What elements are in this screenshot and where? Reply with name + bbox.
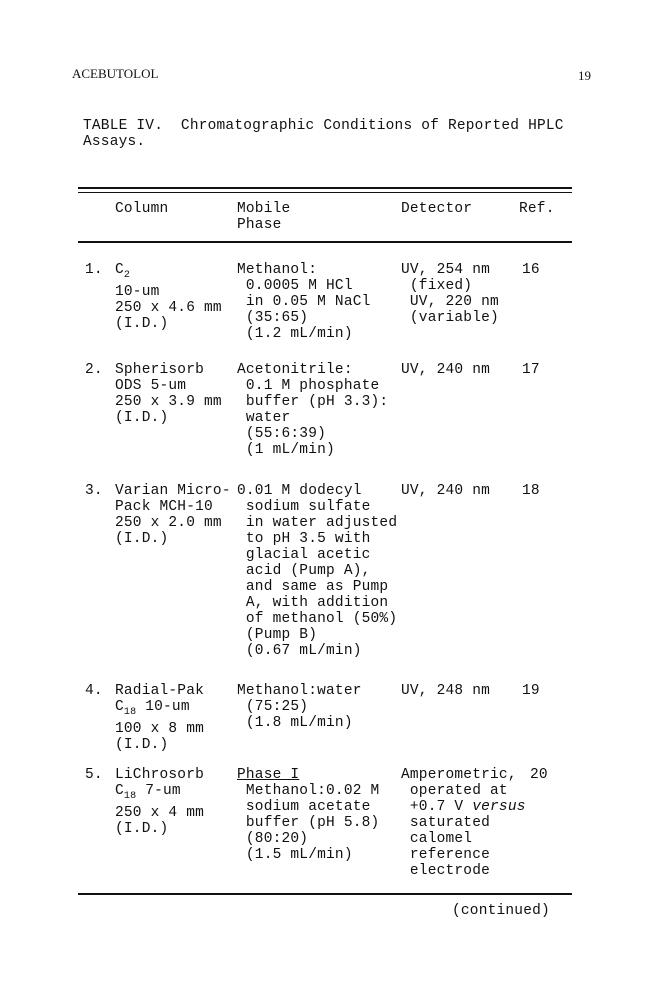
row-1-detector-line: (variable) bbox=[401, 310, 499, 326]
row-2-mobile-line: (55:6:39) bbox=[237, 426, 327, 442]
table-title bbox=[83, 118, 564, 150]
row-5-detector-line: operated at bbox=[401, 783, 508, 799]
row-4-mobile-line: Methanol:water bbox=[237, 683, 362, 699]
row-5-detector-line: electrode bbox=[401, 863, 491, 879]
row-1-mobile-line: (35:65) bbox=[237, 310, 309, 326]
row-1-column bbox=[115, 262, 222, 332]
row-1-mobile-line: Methanol: bbox=[237, 262, 318, 278]
header-mobile-line-2: Phase bbox=[237, 217, 282, 233]
row-3-column-line: 250 x 2.0 mm bbox=[115, 515, 222, 531]
row-3-mobile-line: (Pump B) bbox=[237, 627, 318, 643]
row-3-mobile-line: 0.01 M dodecyl bbox=[237, 483, 362, 499]
row-5-column-line: LiChrosorb bbox=[115, 767, 205, 783]
row-1-mobile-line: in 0.05 M NaCl bbox=[237, 294, 371, 310]
row-3-column-line: Varian Micro- bbox=[115, 483, 231, 499]
header-mobile-phase bbox=[237, 201, 290, 233]
row-2-column-line: (I.D.) bbox=[115, 410, 169, 426]
header-detector: Detector bbox=[401, 201, 473, 217]
row-1-number: 1. bbox=[85, 262, 103, 278]
row-3-mobile-line: acid (Pump A), bbox=[237, 563, 371, 579]
table-top-rule bbox=[78, 187, 572, 189]
continued-label: (continued) bbox=[452, 903, 550, 919]
row-5-ref: 20 bbox=[530, 767, 548, 783]
row-4-column bbox=[115, 683, 204, 753]
row-3-number: 3. bbox=[85, 483, 103, 499]
row-5-mobile-line: Methanol:0.02 M bbox=[237, 783, 380, 799]
row-5-mobile-line: (1.5 mL/min) bbox=[237, 847, 353, 863]
row-1-mobile bbox=[237, 262, 371, 342]
row-3-detector: UV, 240 nm bbox=[401, 483, 491, 499]
row-2-mobile bbox=[237, 362, 388, 458]
header-mobile-line-1: Mobile bbox=[237, 201, 291, 217]
row-1-column-line-4: (I.D.) bbox=[115, 316, 169, 332]
row-4-column-line: (I.D.) bbox=[115, 737, 169, 753]
row-5-detector-line-3: +0.7 V versus bbox=[401, 799, 526, 815]
row-5-mobile-line: buffer (pH 5.8) bbox=[237, 815, 380, 831]
row-3-mobile bbox=[237, 483, 397, 659]
row-3-column bbox=[115, 483, 231, 547]
row-5-mobile-line: (80:20) bbox=[237, 831, 309, 847]
table-top-rule-inner bbox=[78, 192, 572, 193]
row-2-mobile-line: 0.1 M phosphate bbox=[237, 378, 380, 394]
row-3-mobile-line: A, with addition bbox=[237, 595, 389, 611]
row-5-column-line: 250 x 4 mm bbox=[115, 805, 205, 821]
row-1-detector-line: UV, 220 nm bbox=[401, 294, 499, 310]
row-5-mobile-line: sodium acetate bbox=[237, 799, 371, 815]
row-4-number: 4. bbox=[85, 683, 103, 699]
row-1-detector bbox=[401, 262, 499, 326]
row-1-detector-line: (fixed) bbox=[401, 278, 473, 294]
row-3-column-line: Pack MCH-10 bbox=[115, 499, 213, 515]
row-3-mobile-line: (0.67 mL/min) bbox=[237, 643, 362, 659]
row-2-mobile-line: (1 mL/min) bbox=[237, 442, 335, 458]
row-2-number: 2. bbox=[85, 362, 103, 378]
row-4-mobile-line: (75:25) bbox=[237, 699, 309, 715]
row-2-ref: 17 bbox=[522, 362, 540, 378]
row-4-column-line-2: $C_{18}$ 10-um bbox=[115, 699, 190, 718]
row-2-mobile-line: buffer (pH 3.3): bbox=[237, 394, 389, 410]
running-title: ACEBUTOLOL bbox=[72, 66, 159, 81]
table-title-line-1: TABLE IV. Chromatographic Conditions of Reported HPLC bbox=[83, 118, 564, 134]
row-2-mobile-line: water bbox=[237, 410, 291, 426]
row-1-column-line-1: $C_2$ bbox=[115, 262, 131, 281]
row-5-detector-line: Amperometric, bbox=[401, 767, 517, 783]
row-4-column-line: 100 x 8 mm bbox=[115, 721, 205, 737]
row-5-column bbox=[115, 767, 204, 837]
row-1-column-line-3: 250 x 4.6 mm bbox=[115, 300, 222, 316]
row-2-column bbox=[115, 362, 222, 426]
row-3-mobile-line: in water adjusted bbox=[237, 515, 398, 531]
row-3-mobile-line: to pH 3.5 with bbox=[237, 531, 371, 547]
row-1-mobile-line: 0.0005 M HCl bbox=[237, 278, 353, 294]
row-4-mobile-line: (1.8 mL/min) bbox=[237, 715, 353, 731]
header-column: Column bbox=[115, 201, 169, 217]
row-3-mobile-line: and same as Pump bbox=[237, 579, 389, 595]
header-ref: Ref. bbox=[519, 201, 555, 217]
table-bottom-rule bbox=[78, 893, 572, 895]
row-3-mobile-line: glacial acetic bbox=[237, 547, 371, 563]
row-3-mobile-line: sodium sulfate bbox=[237, 499, 371, 515]
row-5-detector-line: calomel bbox=[401, 831, 473, 847]
row-3-mobile-line: of methanol (50%) bbox=[237, 611, 398, 627]
row-5-column-line-2: $C_{18}$ 7-um bbox=[115, 783, 181, 802]
row-2-column-line: 250 x 3.9 mm bbox=[115, 394, 222, 410]
row-3-column-line: (I.D.) bbox=[115, 531, 169, 547]
row-5-detector-line: saturated bbox=[401, 815, 491, 831]
row-2-mobile-line: Acetonitrile: bbox=[237, 362, 353, 378]
row-5-detector bbox=[401, 767, 526, 879]
row-1-mobile-line: (1.2 mL/min) bbox=[237, 326, 353, 342]
row-4-column-line: Radial-Pak bbox=[115, 683, 205, 699]
row-5-mobile-phase-heading: Phase I bbox=[237, 767, 300, 783]
row-2-detector: UV, 240 nm bbox=[401, 362, 491, 378]
row-5-mobile bbox=[237, 767, 379, 863]
row-3-ref: 18 bbox=[522, 483, 540, 499]
row-4-mobile bbox=[237, 683, 362, 731]
row-1-ref: 16 bbox=[522, 262, 540, 278]
header-rule bbox=[78, 241, 572, 243]
row-1-column-line-2: 10-um bbox=[115, 284, 160, 300]
row-4-ref: 19 bbox=[522, 683, 540, 699]
row-5-number: 5. bbox=[85, 767, 103, 783]
row-5-column-line: (I.D.) bbox=[115, 821, 169, 837]
row-4-detector: UV, 248 nm bbox=[401, 683, 491, 699]
row-2-column-line: Spherisorb bbox=[115, 362, 205, 378]
page-number: 19 bbox=[578, 68, 591, 83]
row-2-column-line: ODS 5-um bbox=[115, 378, 187, 394]
row-1-detector-line: UV, 254 nm bbox=[401, 262, 491, 278]
table-title-line-2: Assays. bbox=[83, 134, 146, 150]
row-5-detector-line: reference bbox=[401, 847, 491, 863]
